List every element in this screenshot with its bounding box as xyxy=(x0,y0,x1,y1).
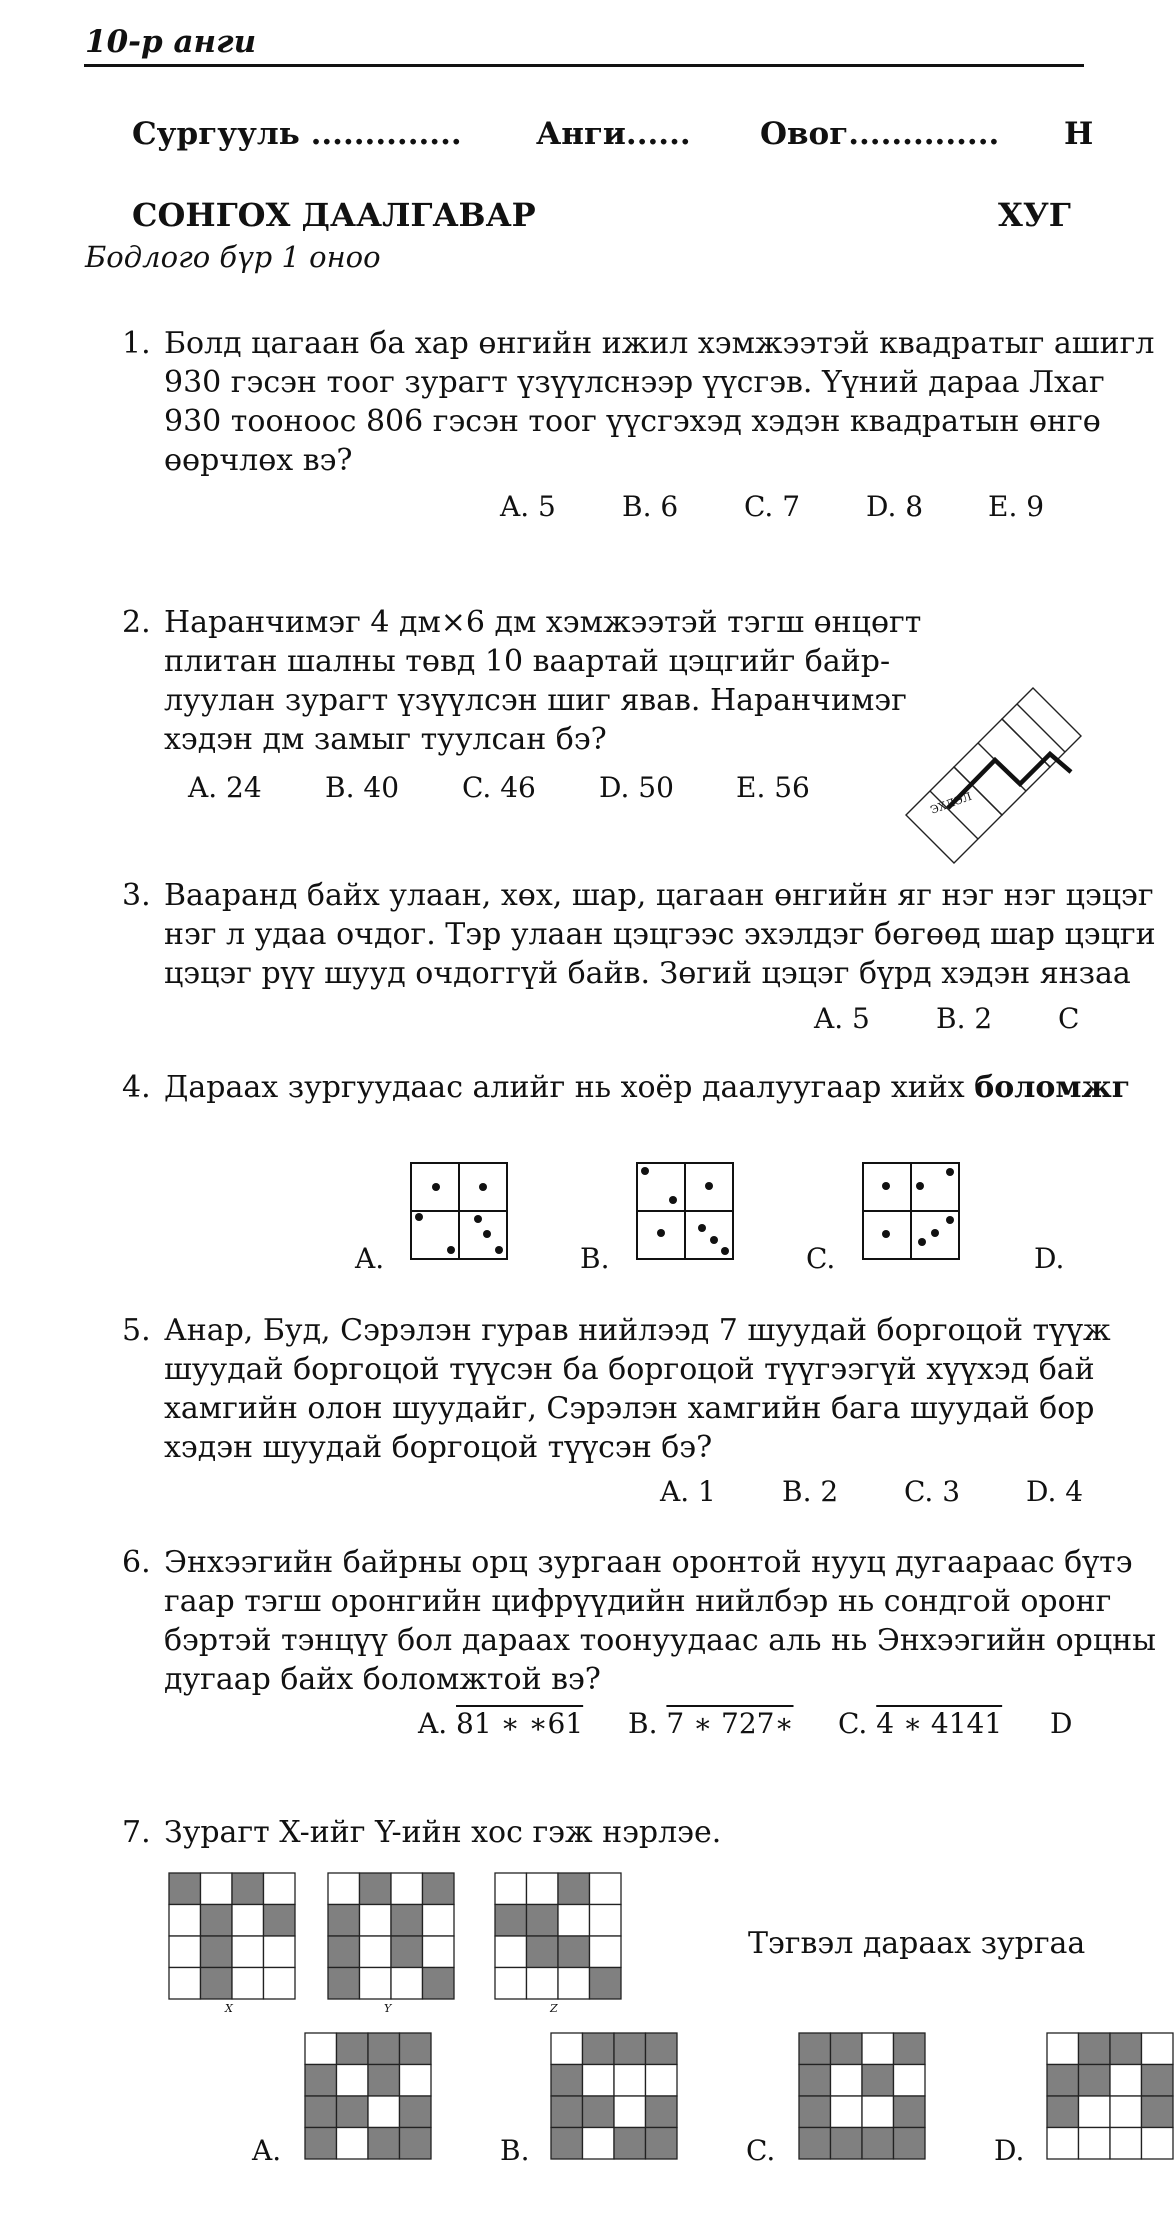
option-letter: A. xyxy=(418,1707,448,1740)
shaded-cell xyxy=(527,1936,559,1968)
shaded-cell xyxy=(799,2065,831,2097)
answer-option: D. 50 xyxy=(599,771,674,804)
question-number: 6. xyxy=(122,1545,151,1580)
shaded-cell xyxy=(1047,2096,1079,2128)
shaded-cell xyxy=(583,2096,615,2128)
blank-cell xyxy=(201,1873,233,1905)
tile-divider xyxy=(1017,704,1065,752)
question-line: Энхээгийн байрны орц зургаан оронтой нууц дугаараас бүтэ xyxy=(164,1545,1133,1580)
blank-cell xyxy=(360,1936,392,1968)
domino-figure-c xyxy=(862,1162,960,1260)
shaded-cell xyxy=(894,2033,926,2065)
grid-b-svg xyxy=(550,2032,678,2160)
blank-cell xyxy=(1142,2128,1174,2160)
blank-cell xyxy=(551,2033,583,2065)
class-field: Анги...... xyxy=(536,116,691,152)
blank-cell xyxy=(1047,2128,1079,2160)
question-number: 5. xyxy=(122,1313,151,1348)
blank-cell xyxy=(169,1968,201,2000)
shaded-cell xyxy=(831,2128,863,2160)
shaded-cell xyxy=(232,1873,264,1905)
section-title-right: ХУГ xyxy=(998,196,1071,234)
blank-cell xyxy=(590,1873,622,1905)
question-line: 930 тооноос 806 гэсэн тоог үүсгэхэд хэдэн квадратын өнгө xyxy=(164,404,1101,439)
answer-option: E. 9 xyxy=(988,490,1045,523)
blank-cell xyxy=(264,1968,296,2000)
shaded-cell xyxy=(201,1936,233,1968)
blank-cell xyxy=(1142,2033,1174,2065)
question-line: Наранчимэг 4 дм×6 дм хэмжээтэй тэгш өнцөгт xyxy=(164,605,922,640)
option-letter: C. xyxy=(838,1707,868,1740)
blank-cell xyxy=(232,1968,264,2000)
question-line: бэртэй тэнцүү бол дараах тоонуудаас аль нь Энхээгийн орцны xyxy=(164,1623,1157,1658)
shaded-cell xyxy=(646,2128,678,2160)
question-number: 2. xyxy=(122,605,151,640)
domino-figure-a xyxy=(410,1162,508,1260)
answer-option: A. 5 xyxy=(814,1002,870,1035)
grid-label: Y xyxy=(384,2002,392,2015)
question-number: 1. xyxy=(122,326,151,361)
blank-cell xyxy=(1110,2096,1142,2128)
question-text-bold: боломжг xyxy=(974,1070,1131,1105)
blank-cell xyxy=(495,1936,527,1968)
shaded-cell xyxy=(799,2096,831,2128)
blank-cell xyxy=(583,2065,615,2097)
shaded-cell xyxy=(558,1936,590,1968)
pattern-grid-z xyxy=(494,1872,622,2004)
blank-cell xyxy=(264,1936,296,1968)
points-note: Бодлого бүр 1 оноо xyxy=(85,240,381,274)
grid-c-svg xyxy=(798,2032,926,2160)
shaded-cell xyxy=(551,2065,583,2097)
grid-a-svg xyxy=(304,2032,432,2160)
blank-cell xyxy=(495,1968,527,2000)
question-line: хэдэн дм замыг туулсан бэ? xyxy=(164,722,607,757)
blank-cell xyxy=(400,2065,432,2097)
question-line: плитан шалны төвд 10 ваартай цэцгийг байр- xyxy=(164,644,891,679)
shaded-cell xyxy=(495,1905,527,1937)
shaded-cell xyxy=(862,2128,894,2160)
answer-option: A. 24 xyxy=(188,771,262,804)
shaded-cell xyxy=(169,1873,201,1905)
answer-option xyxy=(628,1707,794,1740)
answer-option: B. 40 xyxy=(325,771,400,804)
question-line: Зурагт X-ийг Y-ийн хос гэж нэрлэе. xyxy=(164,1815,722,1850)
answer-option xyxy=(1050,1707,1072,1740)
question-line: 930 гэсэн тоог зурагт үзүүлснээр үүсгэв. Үүний дараа Лхаг xyxy=(164,365,1105,400)
shaded-cell xyxy=(337,2096,369,2128)
grid-y-svg xyxy=(327,1872,455,2000)
name-field-cut: Н xyxy=(1064,116,1094,152)
blank-cell xyxy=(232,1905,264,1937)
option-label: B. xyxy=(500,2134,530,2167)
question-number: 4. xyxy=(122,1070,151,1105)
shaded-cell xyxy=(1047,2065,1079,2097)
shaded-cell xyxy=(305,2128,337,2160)
blank-cell xyxy=(328,1873,360,1905)
option-label: B. xyxy=(580,1242,610,1275)
blank-cell xyxy=(264,1873,296,1905)
blank-cell xyxy=(495,1873,527,1905)
school-field: Сургууль .............. xyxy=(132,116,462,152)
blank-cell xyxy=(360,1968,392,2000)
blank-cell xyxy=(614,2096,646,2128)
blank-cell xyxy=(590,1936,622,1968)
answer-option: C. 3 xyxy=(904,1475,961,1508)
shaded-cell xyxy=(1079,2065,1111,2097)
option-value: 4 ∗ 4141 xyxy=(876,1707,1003,1740)
blank-cell xyxy=(1047,2033,1079,2065)
option-label: D. xyxy=(994,2134,1025,2167)
blank-cell xyxy=(337,2065,369,2097)
start-label: ЭХЛЭЛ xyxy=(928,789,974,817)
shaded-cell xyxy=(799,2033,831,2065)
shaded-cell xyxy=(337,2033,369,2065)
question-line: Ваaранд байх улаан, хөх, шар, цагаан өнгийн яг нэг нэг цэцэг xyxy=(164,878,1154,913)
shaded-cell xyxy=(551,2128,583,2160)
blank-cell xyxy=(527,1968,559,2000)
shaded-cell xyxy=(368,2128,400,2160)
question-line: шуудай боргоцой түүсэн ба боргоцой түүгээгүй хүүхэд бай xyxy=(164,1352,1095,1387)
shaded-cell xyxy=(894,2128,926,2160)
shaded-cell xyxy=(423,1873,455,1905)
section-title: СОНГОХ ДААЛГАВАР xyxy=(132,196,536,234)
shaded-cell xyxy=(1142,2065,1174,2097)
blank-cell xyxy=(169,1936,201,1968)
answer-option xyxy=(418,1707,583,1740)
blank-cell xyxy=(232,1936,264,1968)
answer-option: D. 4 xyxy=(1026,1475,1084,1508)
option-value: 7 ∗ 727∗ xyxy=(666,1707,794,1740)
question-text: Дараах зургуудаас алийг нь хоёр даалуугаар хийх xyxy=(164,1070,975,1105)
question-line xyxy=(164,1070,1130,1105)
answer-option: C xyxy=(1058,1002,1080,1035)
header-rule xyxy=(84,64,1084,67)
grade-header: 10-р анги xyxy=(85,24,257,60)
blank-cell xyxy=(391,1873,423,1905)
question-line: Тэгвэл дараах зургаа xyxy=(748,1926,1086,1961)
blank-cell xyxy=(583,2128,615,2160)
shaded-cell xyxy=(201,1968,233,2000)
option-label: A. xyxy=(355,1242,385,1275)
answer-option: A. 5 xyxy=(500,490,556,523)
shaded-cell xyxy=(646,2096,678,2128)
option-letter: D xyxy=(1050,1707,1073,1740)
pattern-grid-a xyxy=(304,2032,432,2164)
answer-option xyxy=(838,1707,1002,1740)
shaded-cell xyxy=(400,2128,432,2160)
question-number: 7. xyxy=(122,1815,151,1850)
question-line: нэг л удаа очдог. Тэр улаан цэцгээс эхэлдэг бөгөөд шар цэцги xyxy=(164,917,1156,952)
blank-cell xyxy=(831,2096,863,2128)
grid-x-svg xyxy=(168,1872,296,2000)
option-label: C. xyxy=(746,2134,776,2167)
shaded-cell xyxy=(894,2096,926,2128)
shaded-cell xyxy=(558,1873,590,1905)
shaded-cell xyxy=(264,1905,296,1937)
tile-outline xyxy=(1002,688,1081,767)
blank-cell xyxy=(862,2033,894,2065)
option-letter: B. xyxy=(628,1707,658,1740)
blank-cell xyxy=(169,1905,201,1937)
answer-option: A. 1 xyxy=(660,1475,716,1508)
blank-cell xyxy=(391,1968,423,2000)
question-number: 3. xyxy=(122,878,151,913)
option-label: A. xyxy=(252,2134,282,2167)
answer-option: C. 46 xyxy=(462,771,536,804)
blank-cell xyxy=(646,2065,678,2097)
grid-label: X xyxy=(225,2002,233,2015)
shaded-cell xyxy=(614,2033,646,2065)
shaded-cell xyxy=(328,1936,360,1968)
blank-cell xyxy=(614,2065,646,2097)
blank-cell xyxy=(862,2096,894,2128)
question-line: дугаар байх боломжтой вэ? xyxy=(164,1662,601,1697)
shaded-cell xyxy=(551,2096,583,2128)
floor-path-figure xyxy=(900,680,1071,855)
pattern-grid-y xyxy=(327,1872,455,2004)
answer-option: B. 6 xyxy=(622,490,679,523)
blank-cell xyxy=(1110,2065,1142,2097)
grid-d-svg xyxy=(1046,2032,1174,2160)
shaded-cell xyxy=(328,1905,360,1937)
question-line: цэцэг рүү шууд очдоггүй байв. Зөгий цэцэг бүрд хэдэн янзаа xyxy=(164,956,1131,991)
answer-option: B. 2 xyxy=(936,1002,993,1035)
question-line: Анар, Буд, Сэрэлэн гурав нийлээд 7 шуудай боргоцой түүж xyxy=(164,1313,1111,1348)
blank-cell xyxy=(527,1873,559,1905)
pattern-grid-d xyxy=(1046,2032,1174,2164)
pattern-grid-b xyxy=(550,2032,678,2164)
pattern-grid-x xyxy=(168,1872,296,2004)
blank-cell xyxy=(558,1968,590,2000)
shaded-cell xyxy=(527,1905,559,1937)
shaded-cell xyxy=(862,2065,894,2097)
blank-cell xyxy=(423,1936,455,1968)
question-line: гаар тэгш оронгийн цифрүүдийн нийлбэр нь сондгой оронг xyxy=(164,1584,1112,1619)
question-line: хэдэн шуудай боргоцой түүсэн бэ? xyxy=(164,1430,713,1465)
blank-cell xyxy=(831,2065,863,2097)
grid-z-svg xyxy=(494,1872,622,2000)
option-value: 81 ∗ ∗61 xyxy=(456,1707,584,1740)
shaded-cell xyxy=(400,2096,432,2128)
shaded-cell xyxy=(799,2128,831,2160)
shaded-cell xyxy=(423,1968,455,2000)
blank-cell xyxy=(305,2033,337,2065)
domino-figure-b xyxy=(636,1162,734,1260)
option-label: C. xyxy=(806,1242,836,1275)
shaded-cell xyxy=(583,2033,615,2065)
shaded-cell xyxy=(1079,2033,1111,2065)
blank-cell xyxy=(590,1905,622,1937)
blank-cell xyxy=(1110,2128,1142,2160)
shaded-cell xyxy=(590,1968,622,2000)
shaded-cell xyxy=(391,1936,423,1968)
question-line: өөрчлөх вэ? xyxy=(164,443,353,478)
blank-cell xyxy=(1079,2128,1111,2160)
shaded-cell xyxy=(1142,2096,1174,2128)
shaded-cell xyxy=(328,1968,360,2000)
shaded-cell xyxy=(201,1905,233,1937)
answer-option: C. 7 xyxy=(744,490,801,523)
blank-cell xyxy=(368,2096,400,2128)
question-line: луулан зурагт үзүүлсэн шиг явав. Наранчимэг xyxy=(164,683,907,718)
surname-field: Овог.............. xyxy=(760,116,1000,152)
shaded-cell xyxy=(360,1873,392,1905)
blank-cell xyxy=(894,2065,926,2097)
question-line: хамгийн олон шуудайг, Сэрэлэн хамгийн бага шуудай бор xyxy=(164,1391,1095,1426)
shaded-cell xyxy=(646,2033,678,2065)
blank-cell xyxy=(337,2128,369,2160)
answer-option: B. 2 xyxy=(782,1475,839,1508)
blank-cell xyxy=(1079,2096,1111,2128)
shaded-cell xyxy=(305,2096,337,2128)
option-label: D. xyxy=(1034,1242,1065,1275)
shaded-cell xyxy=(368,2065,400,2097)
blank-cell xyxy=(360,1905,392,1937)
shaded-cell xyxy=(391,1905,423,1937)
shaded-cell xyxy=(305,2065,337,2097)
question-line: Болд цагаан ба хар өнгийн ижил хэмжээтэй квадратыг ашигл xyxy=(164,326,1155,361)
answer-option: D. 8 xyxy=(866,490,924,523)
grid-label: Z xyxy=(550,2002,558,2015)
shaded-cell xyxy=(1110,2033,1142,2065)
shaded-cell xyxy=(614,2128,646,2160)
pattern-grid-c xyxy=(798,2032,926,2164)
shaded-cell xyxy=(400,2033,432,2065)
blank-cell xyxy=(423,1905,455,1937)
shaded-cell xyxy=(831,2033,863,2065)
blank-cell xyxy=(558,1905,590,1937)
shaded-cell xyxy=(368,2033,400,2065)
answer-option: E. 56 xyxy=(736,771,810,804)
